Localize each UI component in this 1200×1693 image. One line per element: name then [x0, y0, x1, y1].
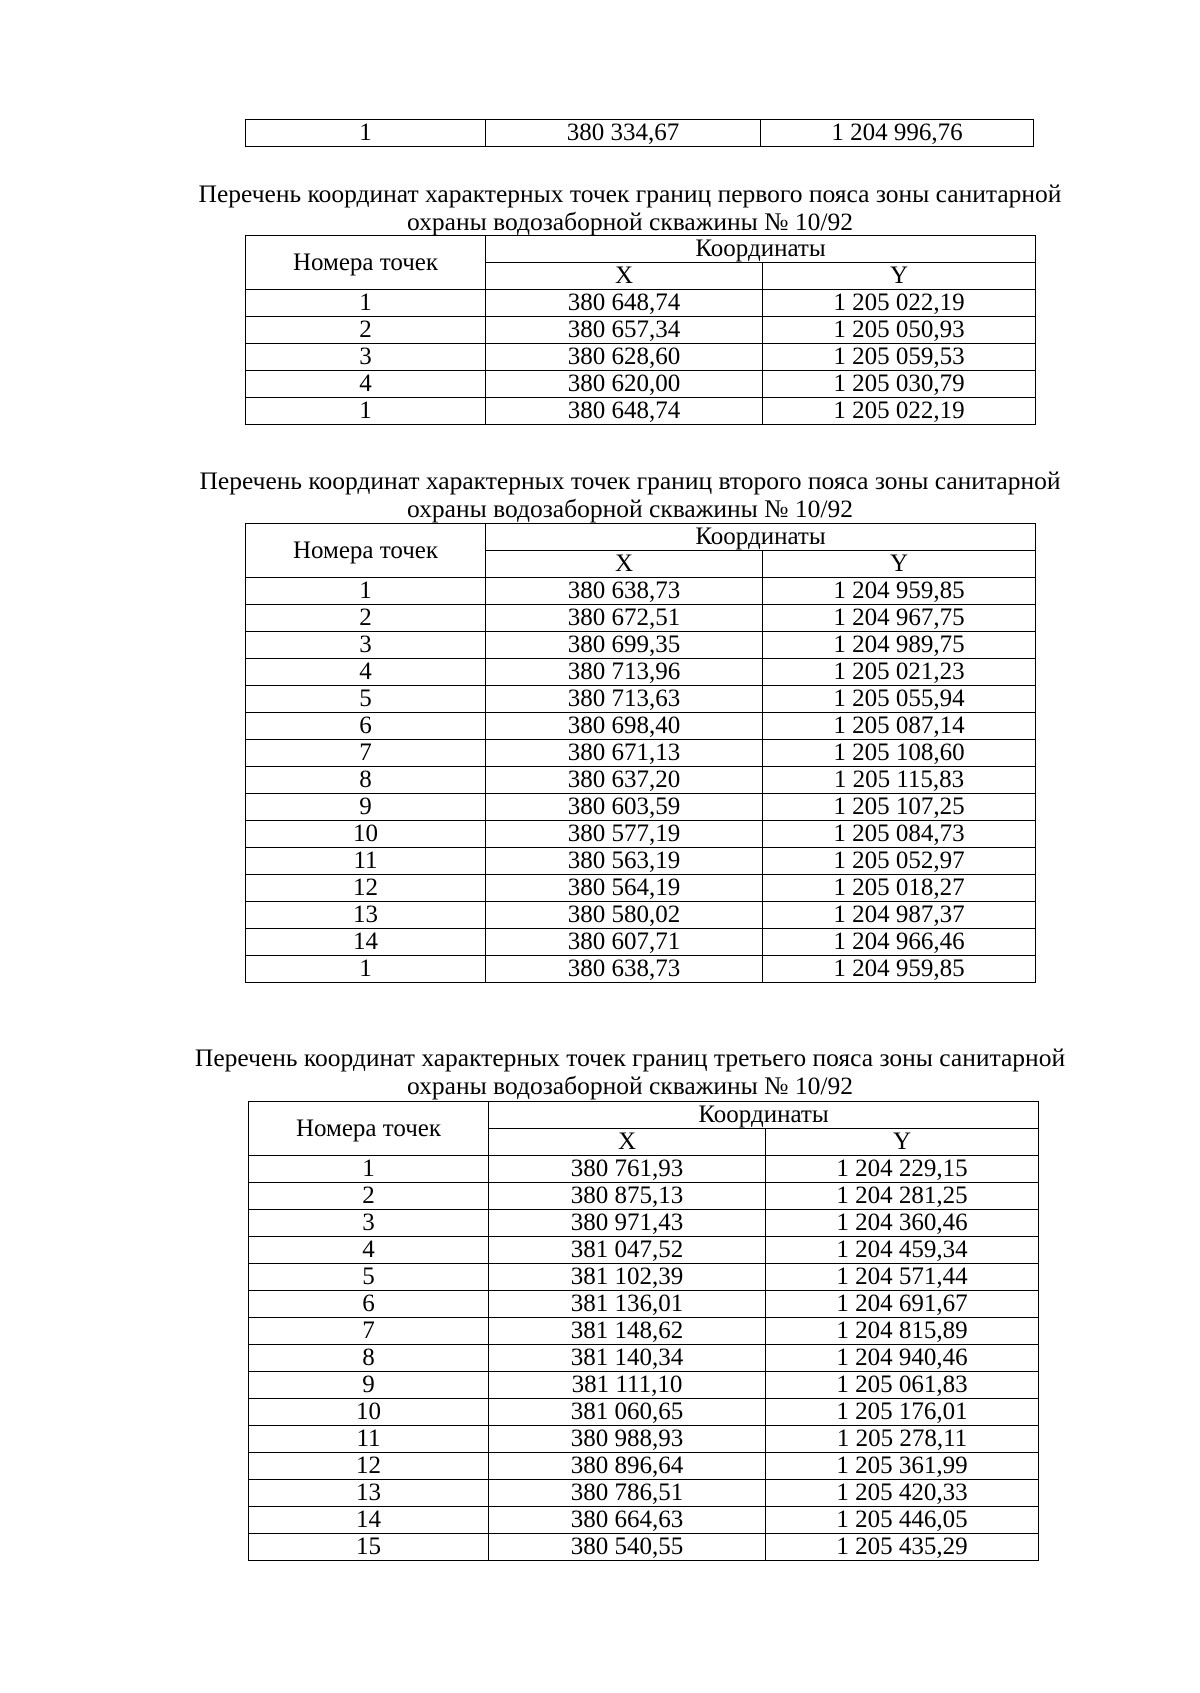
table-row: [249, 1291, 1039, 1318]
cell-point: 9: [249, 1372, 489, 1399]
cell-point: 2: [246, 605, 486, 632]
cell-point: 8: [246, 767, 486, 794]
cell-point: 9: [246, 794, 486, 821]
cell-x: 380 713,96: [486, 659, 763, 686]
table-row: [249, 1210, 1039, 1237]
table-row: [246, 317, 1036, 344]
cell-x: 380 603,59: [486, 794, 763, 821]
cell-y: 1 205 055,94: [763, 686, 1036, 713]
cell-point: 10: [249, 1399, 489, 1426]
cell-y: 1 205 446,05: [766, 1507, 1039, 1534]
cell-point: 11: [249, 1426, 489, 1453]
table-row: [249, 1372, 1039, 1399]
cell-y: 1 205 030,79: [763, 371, 1036, 398]
cell-y: 1 205 107,25: [763, 794, 1036, 821]
cell-y: 1 205 278,11: [766, 1426, 1039, 1453]
cell-x: 380 786,51: [489, 1480, 766, 1507]
table-row: [249, 1345, 1039, 1372]
cell-x: 380 698,40: [486, 713, 763, 740]
table-row: [246, 605, 1036, 632]
table-row: [246, 848, 1036, 875]
cell-point: 7: [246, 740, 486, 767]
table-row: [246, 344, 1036, 371]
cell-x: 381 060,65: [489, 1399, 766, 1426]
section-1-title-line2: охраны водозаборной скважины № 10/92: [407, 207, 853, 236]
cell-x: 380 628,60: [486, 344, 763, 371]
cell-x: 380 657,34: [486, 317, 763, 344]
cell-x: 381 136,01: [489, 1291, 766, 1318]
cell-x: 380 761,93: [489, 1156, 766, 1183]
column-header-x: X: [489, 1129, 766, 1156]
cell-x: 380 713,63: [486, 686, 763, 713]
cell-y: 1 205 021,23: [763, 659, 1036, 686]
cell-x: 381 102,39: [489, 1264, 766, 1291]
table-row: [246, 371, 1036, 398]
cell-point: 4: [249, 1237, 489, 1264]
cell-x: 380 988,93: [489, 1426, 766, 1453]
column-header-coordinates: Координаты: [489, 1102, 1039, 1129]
cell-y: 1 205 435,29: [766, 1534, 1039, 1561]
table-row: [246, 902, 1036, 929]
cell-point: 10: [246, 821, 486, 848]
cell-x: 380 699,35: [486, 632, 763, 659]
table-row: [246, 713, 1036, 740]
table-row: [246, 740, 1036, 767]
cell-x: 380 875,13: [489, 1183, 766, 1210]
table-row: [246, 120, 1034, 147]
cell-point: 11: [246, 848, 486, 875]
cell-x: 380 540,55: [489, 1534, 766, 1561]
cell-point: 14: [249, 1507, 489, 1534]
table-row: [249, 1399, 1039, 1426]
cell-x: 381 047,52: [489, 1237, 766, 1264]
cell-y: 1 204 987,37: [763, 902, 1036, 929]
cell-x: 380 607,71: [486, 929, 763, 956]
table-row: [249, 1507, 1039, 1534]
cell-y: 1 205 022,19: [763, 398, 1036, 425]
column-header-x: X: [486, 263, 763, 290]
cell-y: 1 204 940,46: [766, 1345, 1039, 1372]
cell-y: 1 205 050,93: [763, 317, 1036, 344]
cell-y: 1 205 361,99: [766, 1453, 1039, 1480]
table-row: [249, 1237, 1039, 1264]
table-row: [246, 794, 1036, 821]
cell-point: 4: [246, 371, 486, 398]
section-2-title-line1: Перечень координат характерных точек границ второго пояса зоны санитарной: [199, 466, 1061, 495]
header-row: [249, 1102, 1039, 1129]
table-row: [249, 1264, 1039, 1291]
section-1-table: [245, 235, 1036, 425]
cell-point: 5: [246, 686, 486, 713]
cell-point: 13: [249, 1480, 489, 1507]
cell-point: 2: [249, 1183, 489, 1210]
section-3-title-line1: Перечень координат характерных точек границ третьего пояса зоны санитарной: [194, 1043, 1066, 1072]
cell-y: 1 205 087,14: [763, 713, 1036, 740]
table-row: [249, 1426, 1039, 1453]
cell-point: 13: [246, 902, 486, 929]
section-2-title-line2: охраны водозаборной скважины № 10/92: [407, 494, 853, 523]
cell-y: 1 205 018,27: [763, 875, 1036, 902]
table-row: [249, 1534, 1039, 1561]
cell-y: 1 204 360,46: [766, 1210, 1039, 1237]
section-3-table: [248, 1101, 1039, 1561]
cell-point: 1: [246, 290, 486, 317]
table-row: [246, 821, 1036, 848]
cell-y: 1 204 459,34: [766, 1237, 1039, 1264]
column-header-coordinates: Координаты: [486, 524, 1036, 551]
table-row: [246, 929, 1036, 956]
cell-y: 1 204 967,75: [763, 605, 1036, 632]
cell-point: 6: [249, 1291, 489, 1318]
cell-y: 1 204 989,75: [763, 632, 1036, 659]
cell-x: 380 971,43: [489, 1210, 766, 1237]
column-header-points: Номера точек: [246, 236, 486, 290]
cell-x: 380 564,19: [486, 875, 763, 902]
cell-y: 1 205 115,83: [763, 767, 1036, 794]
cell-y: 1 204 229,15: [766, 1156, 1039, 1183]
cell-x: 381 111,10: [489, 1372, 766, 1399]
column-header-points: Номера точек: [246, 524, 486, 578]
cell-y: 1 205 176,01: [766, 1399, 1039, 1426]
cell-point: 3: [246, 632, 486, 659]
cell-x: 380 563,19: [486, 848, 763, 875]
cell-point: 1: [246, 398, 486, 425]
table-row: [246, 686, 1036, 713]
cell-point: 2: [246, 317, 486, 344]
cell-x: 380 638,73: [486, 956, 763, 983]
cell-x: 380 638,73: [486, 578, 763, 605]
cell-x: 380 896,64: [489, 1453, 766, 1480]
cell-y: 1 205 052,97: [763, 848, 1036, 875]
cell-x: 380 672,51: [486, 605, 763, 632]
table-row: [249, 1156, 1039, 1183]
cell-x: 380 671,13: [486, 740, 763, 767]
cell-point: 6: [246, 713, 486, 740]
cell-point: 7: [249, 1318, 489, 1345]
column-header-points: Номера точек: [249, 1102, 489, 1156]
section-3-title-line2: охраны водозаборной скважины № 10/92: [407, 1071, 853, 1100]
table-row: [246, 632, 1036, 659]
cell-x: 380 620,00: [486, 371, 763, 398]
cell-point: 12: [246, 875, 486, 902]
cell-point: 5: [249, 1264, 489, 1291]
cell-point: 12: [249, 1453, 489, 1480]
cell-point: 3: [246, 344, 486, 371]
table-row: [246, 398, 1036, 425]
table-row: [246, 875, 1036, 902]
table-row: [246, 767, 1036, 794]
cell-point: 3: [249, 1210, 489, 1237]
cell-y: 1 205 084,73: [763, 821, 1036, 848]
section-1-title-line1: Перечень координат характерных точек границ первого пояса зоны санитарной: [198, 179, 1062, 208]
cell-y: 1 204 966,46: [763, 929, 1036, 956]
cell-point: 4: [246, 659, 486, 686]
cell-x: 381 148,62: [489, 1318, 766, 1345]
cell-y: 1 204 996,76: [761, 120, 1034, 147]
table-row: [246, 290, 1036, 317]
table-row: [249, 1453, 1039, 1480]
cell-y: 1 205 022,19: [763, 290, 1036, 317]
cell-y: 1 205 108,60: [763, 740, 1036, 767]
column-header-y: Y: [763, 551, 1036, 578]
cell-y: 1 204 815,89: [766, 1318, 1039, 1345]
cell-y: 1 204 959,85: [763, 578, 1036, 605]
cell-y: 1 204 281,25: [766, 1183, 1039, 1210]
cell-point: 15: [249, 1534, 489, 1561]
header-row: [246, 236, 1036, 263]
header-row: [246, 524, 1036, 551]
cell-point: 1: [246, 578, 486, 605]
column-header-y: Y: [766, 1129, 1039, 1156]
cell-point: 8: [249, 1345, 489, 1372]
cell-x: 380 334,67: [486, 120, 761, 147]
table-row: [249, 1480, 1039, 1507]
table-row: [249, 1318, 1039, 1345]
cell-point: 14: [246, 929, 486, 956]
section-2-table: [245, 523, 1036, 983]
column-header-coordinates: Координаты: [486, 236, 1036, 263]
table-row: [246, 956, 1036, 983]
cell-x: 380 577,19: [486, 821, 763, 848]
cell-y: 1 204 571,44: [766, 1264, 1039, 1291]
cell-x: 380 580,02: [486, 902, 763, 929]
cell-y: 1 205 059,53: [763, 344, 1036, 371]
cell-x: 380 648,74: [486, 290, 763, 317]
cell-y: 1 204 959,85: [763, 956, 1036, 983]
cell-x: 380 648,74: [486, 398, 763, 425]
column-header-y: Y: [763, 263, 1036, 290]
table-row: [246, 659, 1036, 686]
cell-x: 380 664,63: [489, 1507, 766, 1534]
table-row: [249, 1183, 1039, 1210]
column-header-x: X: [486, 551, 763, 578]
cell-point: 1: [246, 120, 486, 147]
cell-x: 380 637,20: [486, 767, 763, 794]
cell-y: 1 205 420,33: [766, 1480, 1039, 1507]
cell-point: 1: [249, 1156, 489, 1183]
table-row: [246, 578, 1036, 605]
cell-x: 381 140,34: [489, 1345, 766, 1372]
cell-point: 1: [246, 956, 486, 983]
cell-y: 1 205 061,83: [766, 1372, 1039, 1399]
top-fragment-table: [245, 119, 1034, 147]
cell-y: 1 204 691,67: [766, 1291, 1039, 1318]
